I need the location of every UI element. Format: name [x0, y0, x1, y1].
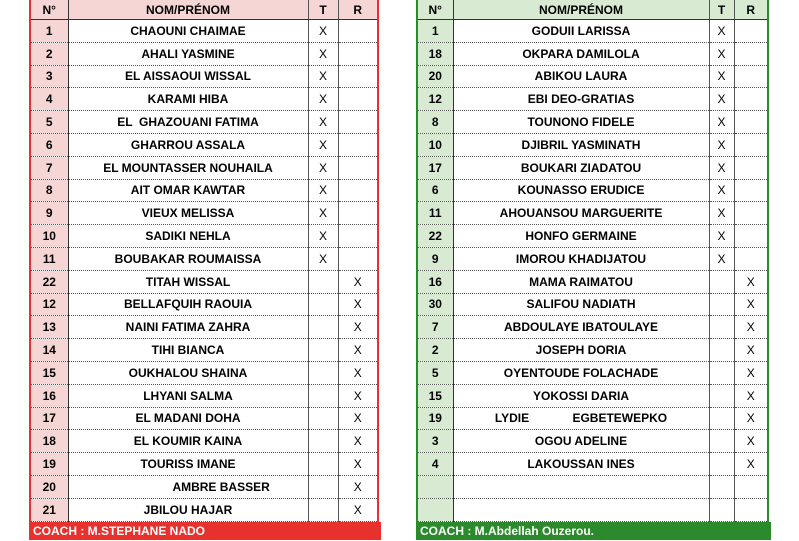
player-name: SADIKI NEHLA: [68, 225, 308, 248]
substitute-mark: [734, 179, 768, 202]
player-row: [417, 133, 768, 156]
header-t: T: [308, 0, 338, 20]
substitute-mark: [734, 42, 768, 65]
substitute-mark: X: [734, 407, 768, 430]
substitute-mark: [338, 225, 378, 248]
player-name: JBILOU HAJAR: [68, 498, 308, 521]
player-name: GHARROU ASSALA: [68, 133, 308, 156]
player-name: OKPARA DAMILOLA: [453, 42, 709, 65]
player-name: TOUNONO FIDELE: [453, 111, 709, 134]
player-row: [30, 111, 378, 134]
starter-mark: [308, 361, 338, 384]
starter-mark: X: [308, 179, 338, 202]
player-row: [417, 156, 768, 179]
player-row: [30, 316, 378, 339]
player-row: [30, 42, 378, 65]
player-name: DJIBRIL YASMINATH: [453, 133, 709, 156]
starter-mark: X: [709, 225, 734, 248]
substitute-mark: [734, 475, 768, 498]
starter-mark: [308, 475, 338, 498]
player-row: [417, 361, 768, 384]
player-row: [30, 133, 378, 156]
player-name: EL MOUNTASSER NOUHAILA: [68, 156, 308, 179]
header-name: NOM/PRÉNOM: [453, 0, 709, 20]
player-name: TIHI BIANCA: [68, 339, 308, 362]
player-row: [417, 498, 768, 521]
substitute-mark: [338, 179, 378, 202]
player-name: MAMA RAIMATOU: [453, 270, 709, 293]
substitute-mark: [338, 111, 378, 134]
player-number: 17: [417, 156, 453, 179]
left-header-row: [30, 0, 378, 20]
starter-mark: [709, 293, 734, 316]
starter-mark: X: [709, 156, 734, 179]
right-header-row: [417, 0, 768, 20]
starter-mark: X: [709, 65, 734, 88]
player-row: [417, 42, 768, 65]
right-team-table: [416, 0, 769, 522]
starter-mark: X: [709, 20, 734, 43]
player-name: BOUBAKAR ROUMAISSA: [68, 247, 308, 270]
header-r: R: [338, 0, 378, 20]
left-coach-label: COACH : M.STEPHANE NADO: [29, 522, 381, 540]
player-number: 18: [30, 430, 68, 453]
player-number: 21: [30, 498, 68, 521]
substitute-mark: X: [338, 430, 378, 453]
starter-mark: [709, 384, 734, 407]
substitute-mark: X: [338, 339, 378, 362]
player-name: JOSEPH DORIA: [453, 339, 709, 362]
player-row: [417, 179, 768, 202]
starter-mark: [308, 339, 338, 362]
starter-mark: [308, 498, 338, 521]
player-number: 14: [30, 339, 68, 362]
player-row: [30, 498, 378, 521]
player-number: 3: [417, 430, 453, 453]
player-number: 19: [30, 453, 68, 476]
substitute-mark: X: [338, 407, 378, 430]
player-number: 11: [417, 202, 453, 225]
substitute-mark: X: [338, 384, 378, 407]
substitute-mark: X: [338, 361, 378, 384]
player-number: 6: [417, 179, 453, 202]
player-name: TITAH WISSAL: [68, 270, 308, 293]
player-name: KARAMI HIBA: [68, 88, 308, 111]
player-row: [417, 65, 768, 88]
player-number: 12: [30, 293, 68, 316]
player-number: 2: [30, 42, 68, 65]
player-name: EL AISSAOUI WISSAL: [68, 65, 308, 88]
player-row: [30, 20, 378, 43]
starter-mark: X: [308, 111, 338, 134]
starter-mark: [308, 430, 338, 453]
starter-mark: [709, 361, 734, 384]
player-number: 4: [30, 88, 68, 111]
player-number: 10: [417, 133, 453, 156]
substitute-mark: X: [734, 384, 768, 407]
header-name: NOM/PRÉNOM: [68, 0, 308, 20]
player-name: HONFO GERMAINE: [453, 225, 709, 248]
substitute-mark: [734, 202, 768, 225]
player-number: 8: [417, 111, 453, 134]
starter-mark: X: [709, 133, 734, 156]
starter-mark: [308, 316, 338, 339]
player-name: LHYANI SALMA: [68, 384, 308, 407]
substitute-mark: X: [734, 293, 768, 316]
player-name: OUKHALOU SHAINA: [68, 361, 308, 384]
starter-mark: X: [308, 88, 338, 111]
player-name: VIEUX MELISSA: [68, 202, 308, 225]
starter-mark: [709, 430, 734, 453]
starter-mark: X: [308, 65, 338, 88]
player-row: [30, 202, 378, 225]
starter-mark: X: [709, 42, 734, 65]
player-number: 4: [417, 453, 453, 476]
player-name: CHAOUNI CHAIMAE: [68, 20, 308, 43]
player-row: [417, 407, 768, 430]
player-number: 7: [30, 156, 68, 179]
player-name: AHOUANSOU MARGUERITE: [453, 202, 709, 225]
player-row: [30, 65, 378, 88]
player-number: 5: [417, 361, 453, 384]
substitute-mark: [338, 202, 378, 225]
substitute-mark: [734, 498, 768, 521]
player-row: [30, 339, 378, 362]
player-number: 13: [30, 316, 68, 339]
player-number: 16: [30, 384, 68, 407]
player-number: [417, 475, 453, 498]
starter-mark: [709, 270, 734, 293]
player-number: 12: [417, 88, 453, 111]
substitute-mark: X: [338, 270, 378, 293]
player-row: [30, 430, 378, 453]
player-name: YOKOSSI DARIA: [453, 384, 709, 407]
substitute-mark: X: [338, 293, 378, 316]
player-name: OGOU ADELINE: [453, 430, 709, 453]
player-number: 2: [417, 339, 453, 362]
substitute-mark: [734, 133, 768, 156]
player-row: [417, 339, 768, 362]
player-number: 19: [417, 407, 453, 430]
starter-mark: X: [308, 42, 338, 65]
player-name: NAINI FATIMA ZAHRA: [68, 316, 308, 339]
player-row: [30, 88, 378, 111]
player-row: [417, 225, 768, 248]
header-num: N°: [30, 0, 68, 20]
player-row: [30, 361, 378, 384]
player-name: EL MADANI DOHA: [68, 407, 308, 430]
player-number: [417, 498, 453, 521]
player-name: BOUKARI ZIADATOU: [453, 156, 709, 179]
starter-mark: X: [308, 225, 338, 248]
substitute-mark: [338, 247, 378, 270]
player-number: 30: [417, 293, 453, 316]
player-number: 20: [30, 475, 68, 498]
substitute-mark: X: [338, 316, 378, 339]
player-number: 3: [30, 65, 68, 88]
player-row: [417, 202, 768, 225]
right-coach-label: COACH : M.Abdellah Ouzerou.: [416, 522, 771, 540]
player-row: [30, 453, 378, 476]
starter-mark: X: [709, 111, 734, 134]
substitute-mark: [734, 225, 768, 248]
left-team-table: [29, 0, 379, 522]
starter-mark: [308, 270, 338, 293]
starter-mark: [308, 384, 338, 407]
player-number: 18: [417, 42, 453, 65]
substitute-mark: [338, 156, 378, 179]
starter-mark: [709, 407, 734, 430]
player-name: EL KOUMIR KAINA: [68, 430, 308, 453]
starter-mark: [709, 316, 734, 339]
player-name: AHALI YASMINE: [68, 42, 308, 65]
player-number: 1: [417, 20, 453, 43]
player-number: 1: [30, 20, 68, 43]
player-row: [417, 475, 768, 498]
player-row: [417, 247, 768, 270]
starter-mark: X: [709, 88, 734, 111]
substitute-mark: X: [734, 316, 768, 339]
player-name: ABDOULAYE IBATOULAYE: [453, 316, 709, 339]
player-number: 11: [30, 247, 68, 270]
substitute-mark: X: [734, 339, 768, 362]
starter-mark: X: [308, 202, 338, 225]
player-number: 9: [30, 202, 68, 225]
header-num: N°: [417, 0, 453, 20]
player-number: 5: [30, 111, 68, 134]
player-number: 16: [417, 270, 453, 293]
player-row: [30, 225, 378, 248]
player-number: 10: [30, 225, 68, 248]
player-row: [417, 270, 768, 293]
player-name: AMBRE BASSER: [68, 475, 308, 498]
substitute-mark: X: [734, 453, 768, 476]
player-row: [417, 88, 768, 111]
substitute-mark: [338, 20, 378, 43]
player-name: LYDIE EGBETEWEPKO: [453, 407, 709, 430]
player-row: [30, 384, 378, 407]
player-row: [417, 316, 768, 339]
player-row: [30, 407, 378, 430]
player-name: IMOROU KHADIJATOU: [453, 247, 709, 270]
player-name: TOURISS IMANE: [68, 453, 308, 476]
player-name: LAKOUSSAN INES: [453, 453, 709, 476]
header-r: R: [734, 0, 768, 20]
player-number: 15: [30, 361, 68, 384]
player-row: [417, 111, 768, 134]
player-row: [30, 270, 378, 293]
starter-mark: X: [709, 202, 734, 225]
starter-mark: X: [709, 247, 734, 270]
substitute-mark: X: [734, 430, 768, 453]
starter-mark: [308, 453, 338, 476]
player-name: BELLAFQUIH RAOUIA: [68, 293, 308, 316]
header-t: T: [709, 0, 734, 20]
player-row: [417, 453, 768, 476]
player-number: 7: [417, 316, 453, 339]
player-name: GODUII LARISSA: [453, 20, 709, 43]
starter-mark: X: [308, 247, 338, 270]
player-number: 17: [30, 407, 68, 430]
starter-mark: [709, 475, 734, 498]
player-number: 22: [417, 225, 453, 248]
substitute-mark: X: [338, 475, 378, 498]
starter-mark: [308, 293, 338, 316]
player-number: 15: [417, 384, 453, 407]
player-name: SALIFOU NADIATH: [453, 293, 709, 316]
substitute-mark: X: [338, 498, 378, 521]
substitute-mark: [338, 65, 378, 88]
substitute-mark: [734, 247, 768, 270]
player-number: 8: [30, 179, 68, 202]
starter-mark: [308, 407, 338, 430]
player-row: [30, 293, 378, 316]
player-row: [30, 179, 378, 202]
starter-mark: [709, 453, 734, 476]
substitute-mark: [338, 133, 378, 156]
player-number: 22: [30, 270, 68, 293]
player-name: ABIKOU LAURA: [453, 65, 709, 88]
substitute-mark: [734, 65, 768, 88]
player-row: [417, 384, 768, 407]
starter-mark: X: [308, 133, 338, 156]
player-name: AIT OMAR KAWTAR: [68, 179, 308, 202]
player-row: [417, 20, 768, 43]
substitute-mark: X: [338, 453, 378, 476]
player-name: EBI DEO-GRATIAS: [453, 88, 709, 111]
player-name: [453, 498, 709, 521]
player-number: 9: [417, 247, 453, 270]
starter-mark: X: [308, 156, 338, 179]
player-row: [30, 247, 378, 270]
substitute-mark: [734, 111, 768, 134]
player-number: 6: [30, 133, 68, 156]
substitute-mark: X: [734, 270, 768, 293]
player-name: KOUNASSO ERUDICE: [453, 179, 709, 202]
starter-mark: [709, 498, 734, 521]
player-name: [453, 475, 709, 498]
player-name: EL GHAZOUANI FATIMA: [68, 111, 308, 134]
player-number: 20: [417, 65, 453, 88]
substitute-mark: [338, 42, 378, 65]
substitute-mark: [734, 20, 768, 43]
starter-mark: X: [709, 179, 734, 202]
player-row: [417, 293, 768, 316]
starter-mark: X: [308, 20, 338, 43]
substitute-mark: [734, 156, 768, 179]
substitute-mark: [338, 88, 378, 111]
player-row: [30, 475, 378, 498]
player-name: OYENTOUDE FOLACHADE: [453, 361, 709, 384]
starter-mark: [709, 339, 734, 362]
player-row: [30, 156, 378, 179]
player-row: [417, 430, 768, 453]
substitute-mark: X: [734, 361, 768, 384]
substitute-mark: [734, 88, 768, 111]
